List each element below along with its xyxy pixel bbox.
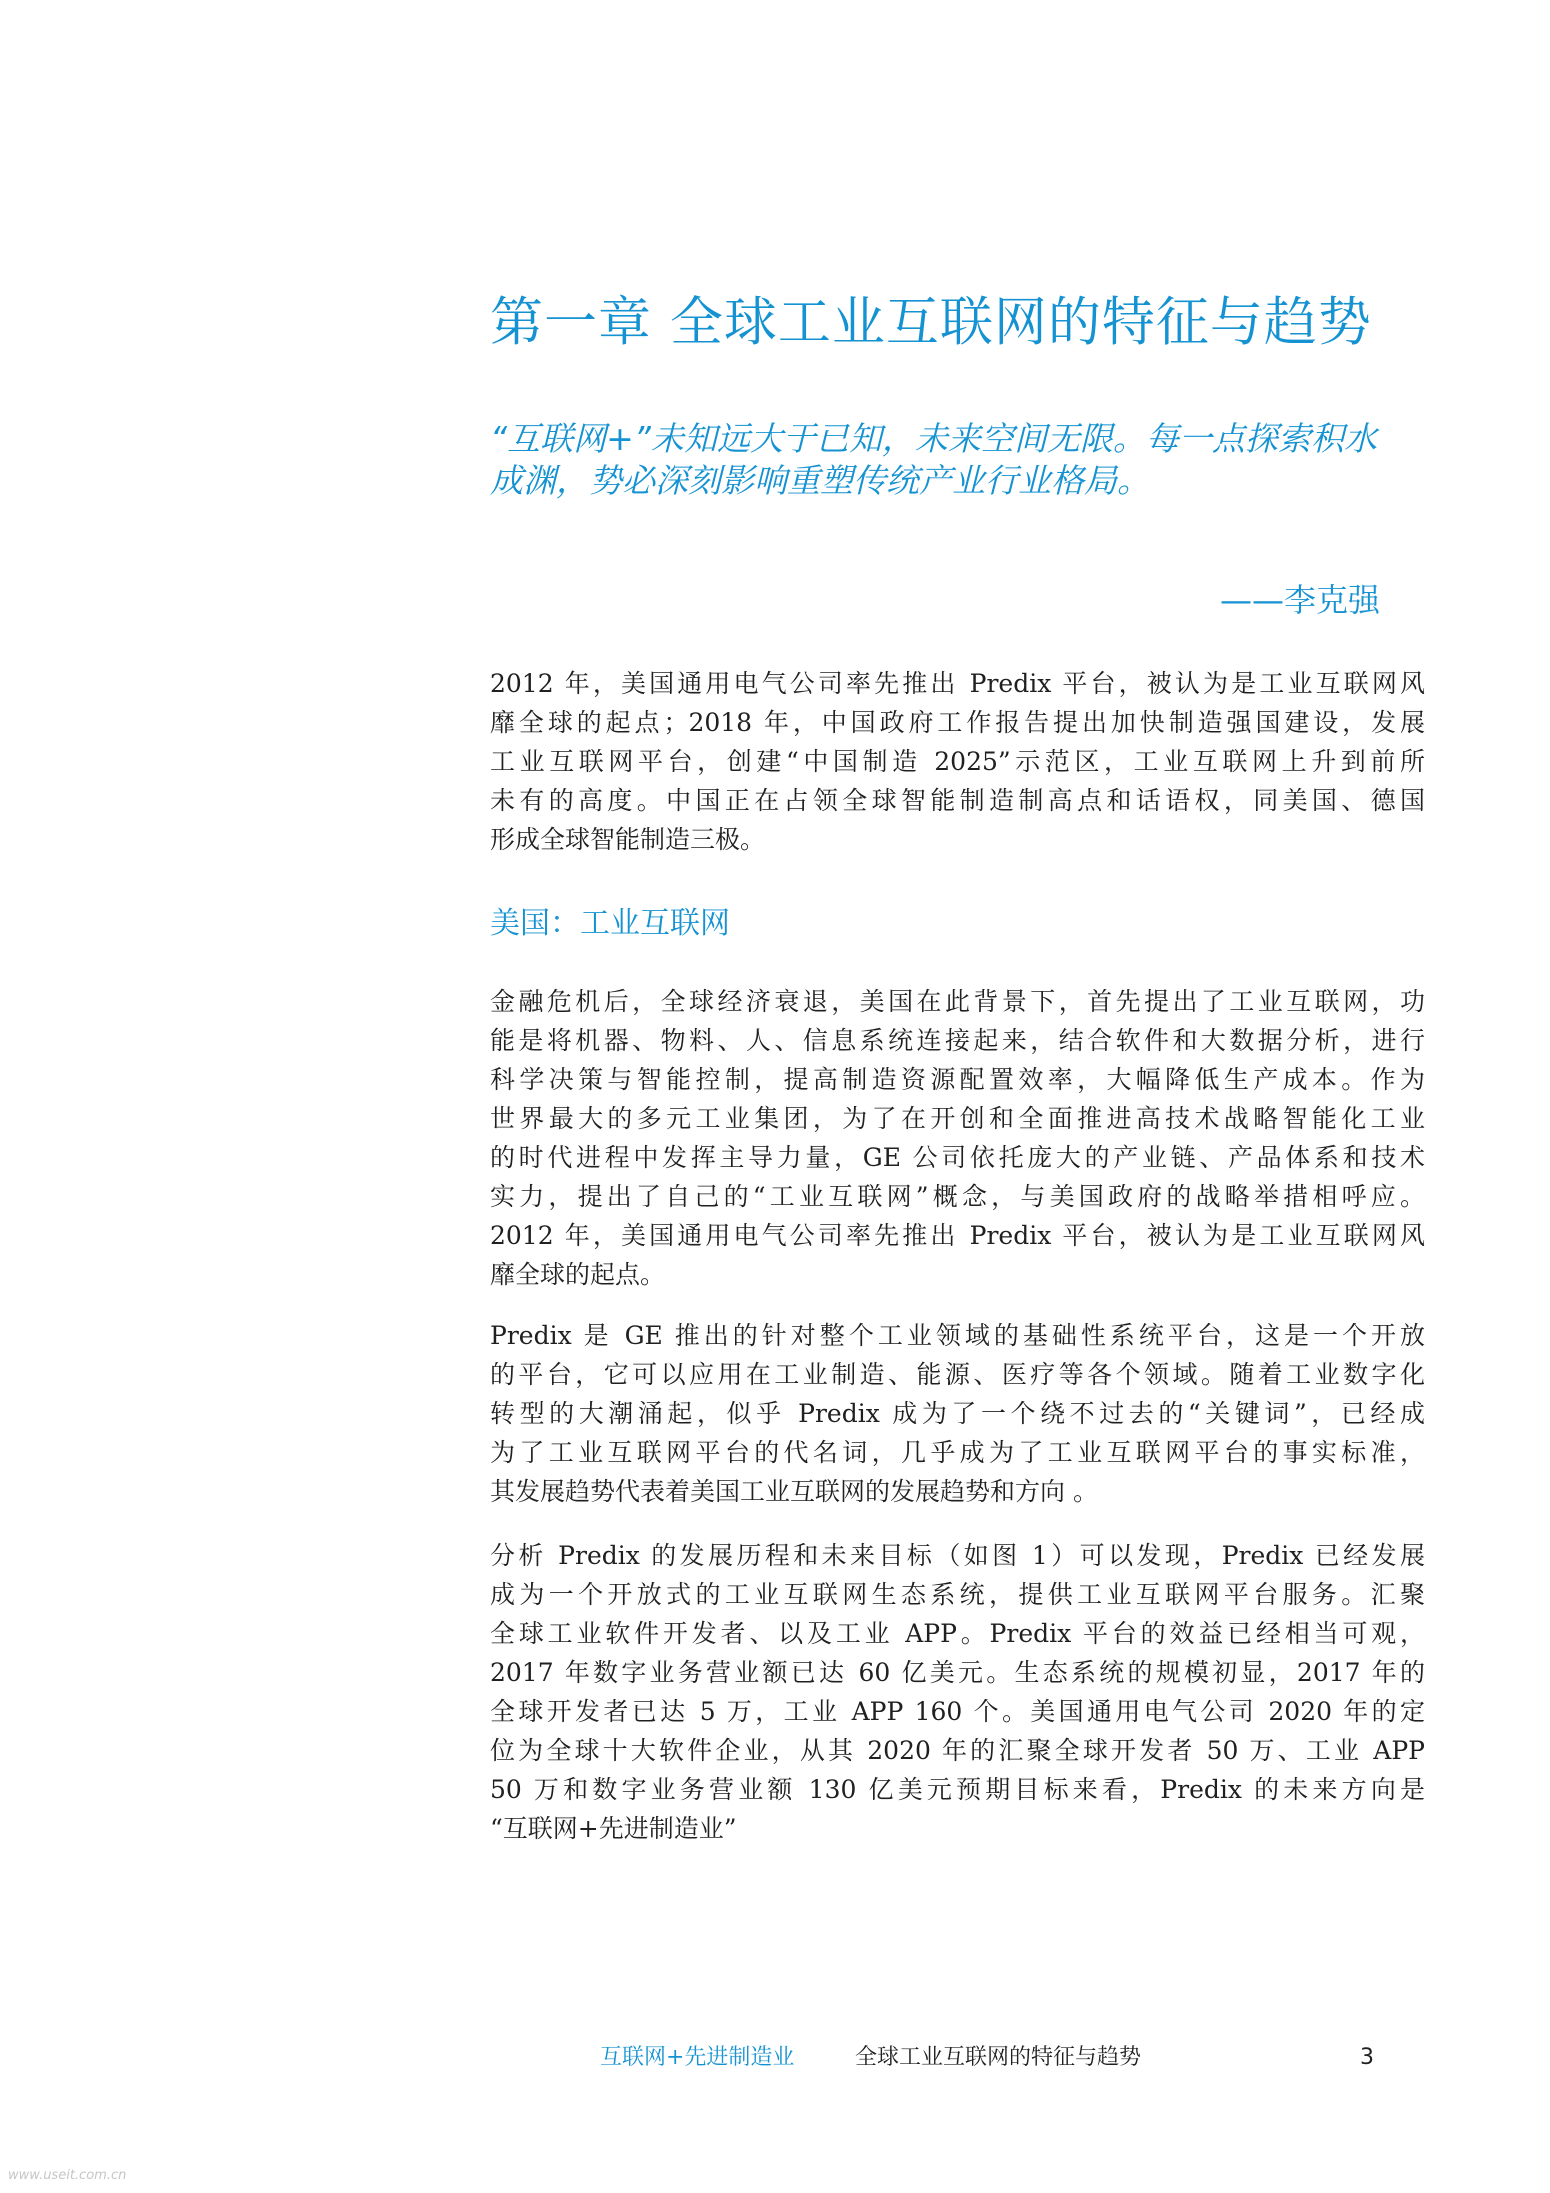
text-line: 金融危机后，全球经济衰退，美国在此背景下，首先提出了工业互联网，功 <box>490 987 1425 1016</box>
epigraph-quote <box>490 418 1425 502</box>
text-line: “互联网+先进制造业” <box>490 1814 737 1843</box>
text-line: 科学决策与智能控制，提高制造资源配置效率，大幅降低生产成本。作为 <box>490 1065 1425 1094</box>
text-line: 成为一个开放式的工业互联网生态系统，提供工业互联网平台服务。汇聚 <box>490 1580 1425 1609</box>
text-line: 靡全球的起点。 <box>490 1260 666 1289</box>
text-line: 能是将机器、物料、人、信息系统连接起来，结合软件和大数据分析，进行 <box>490 1026 1425 1055</box>
footer-chapter-title: 全球工业互联网的特征与趋势 <box>855 2045 1142 2070</box>
text-line: 2012 年，美国通用电气公司率先推出 Predix 平台，被认为是工业互联网风 <box>490 1221 1425 1250</box>
section-paragraph-3 <box>490 1536 1425 1848</box>
text-line: 的时代进程中发挥主导力量，GE 公司依托庞大的产业链、产品体系和技术 <box>490 1143 1425 1172</box>
chapter-title: 第一章 全球工业互联网的特征与趋势 <box>490 292 1372 353</box>
text-line: 世界最大的多元工业集团，为了在开创和全面推进高技术战略智能化工业 <box>490 1104 1425 1133</box>
text-line: 分析 Predix 的发展历程和未来目标（如图 1）可以发现，Predix 已经发展 <box>490 1541 1425 1570</box>
text-line: 靡全球的起点；2018 年，中国政府工作报告提出加快制造强国建设，发展 <box>490 708 1425 737</box>
intro-paragraph <box>490 664 1425 859</box>
page-number: 3 <box>1360 2045 1374 2070</box>
text-line: 转型的大潮涌起，似乎 Predix 成为了一个绕不过去的“关键词”，已经成 <box>490 1399 1425 1428</box>
text-line: 实力，提出了自己的“工业互联网”概念，与美国政府的战略举措相呼应。 <box>490 1182 1425 1211</box>
section-heading: 美国：工业互联网 <box>490 906 730 941</box>
text-line: 工业互联网平台，创建“中国制造 2025”示范区，工业互联网上升到前所 <box>490 747 1425 776</box>
text-line: 2012 年，美国通用电气公司率先推出 Predix 平台，被认为是工业互联网风 <box>490 669 1425 698</box>
text-line: 50 万和数字业务营业额 130 亿美元预期目标来看，Predix 的未来方向是 <box>490 1775 1425 1804</box>
text-line: 其发展趋势代表着美国工业互联网的发展趋势和方向 。 <box>490 1477 1098 1506</box>
text-line: 的平台，它可以应用在工业制造、能源、医疗等各个领域。随着工业数字化 <box>490 1360 1425 1389</box>
quote-line: 成渊，势必深刻影响重塑传统产业行业格局。 <box>490 461 1150 500</box>
text-line: 位为全球十大软件企业，从其 2020 年的汇聚全球开发者 50 万、工业 APP <box>490 1736 1425 1765</box>
section-paragraph-2 <box>490 1316 1425 1511</box>
footer-series-title: 互联网+先进制造业 <box>600 2045 795 2070</box>
text-line: 未有的高度。中国正在占领全球智能制造制高点和话语权，同美国、德国 <box>490 786 1425 815</box>
text-line: 形成全球智能制造三极。 <box>490 825 766 854</box>
quote-attribution: ——李克强 <box>1220 581 1381 619</box>
text-line: 全球开发者已达 5 万，工业 APP 160 个。美国通用电气公司 2020 年的定 <box>490 1697 1425 1726</box>
text-line: 2017 年数字业务营业额已达 60 亿美元。生态系统的规模初显，2017 年的 <box>490 1658 1425 1687</box>
text-line: Predix 是 GE 推出的针对整个工业领域的基础性系统平台，这是一个开放 <box>490 1321 1425 1350</box>
text-line: 为了工业互联网平台的代名词，几乎成为了工业互联网平台的事实标准， <box>490 1438 1425 1467</box>
section-paragraph-1 <box>490 982 1425 1294</box>
watermark: www.useit.com.cn <box>8 2168 127 2183</box>
text-line: 全球工业软件开发者、以及工业 APP。Predix 平台的效益已经相当可观， <box>490 1619 1425 1648</box>
quote-line: “互联网+”未知远大于已知，未来空间无限。每一点探索积水 <box>490 419 1377 458</box>
